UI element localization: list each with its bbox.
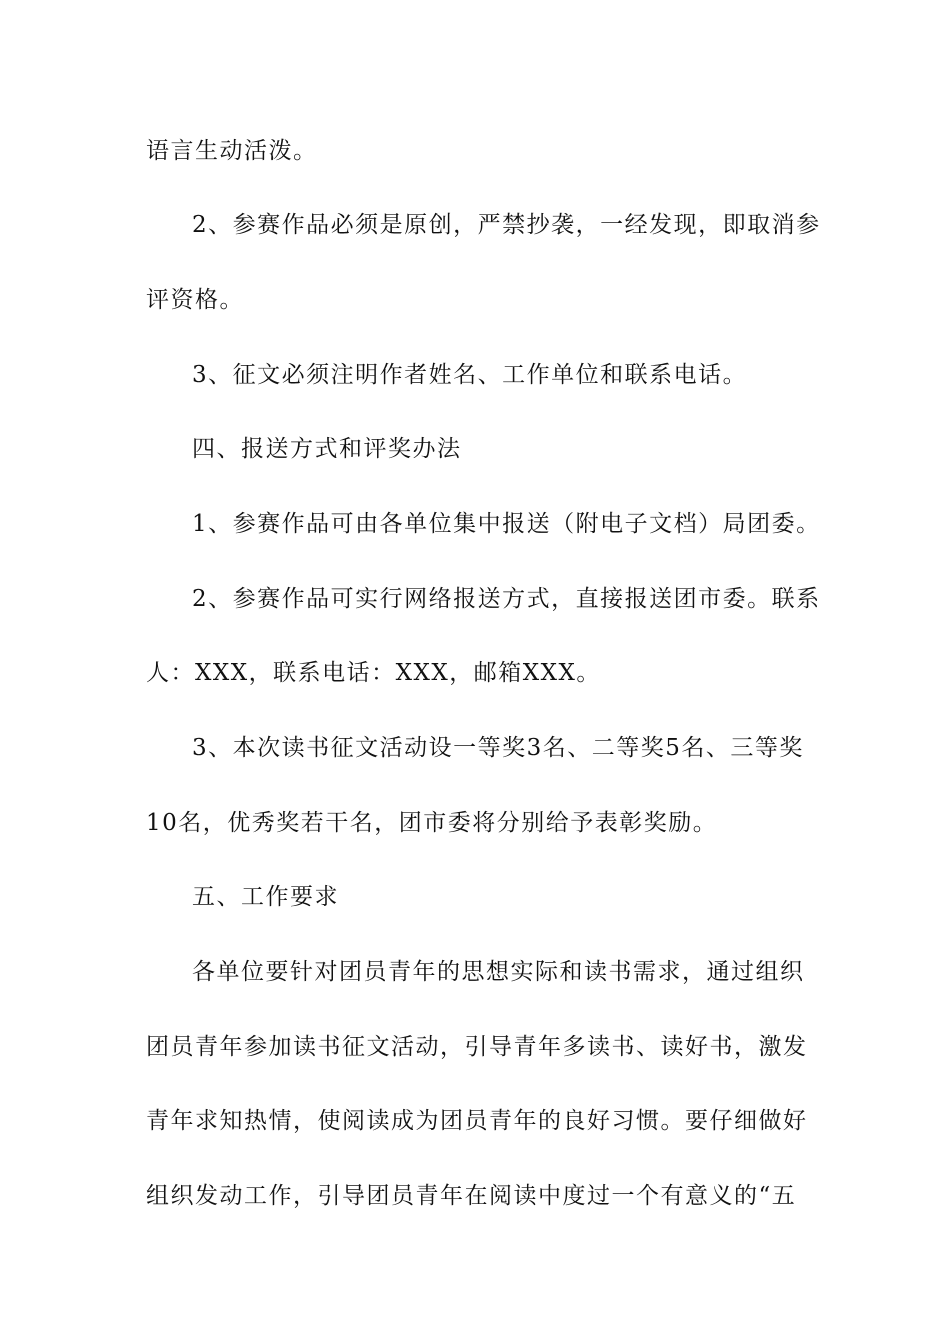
- paragraph-line: 1、参赛作品可由各单位集中报送（附电子文档）局团委。: [192, 511, 821, 537]
- paragraph-line: 3、本次读书征文活动设一等奖3名、二等奖5名、三等奖: [192, 735, 804, 761]
- paragraph-line: 10名，优秀奖若干名，团市委将分别给予表彰奖励。: [146, 810, 718, 836]
- section-heading: 四、报送方式和评奖办法: [192, 436, 462, 462]
- paragraph-line: 2、参赛作品必须是原创，严禁抄袭，一经发现，即取消参: [192, 212, 821, 238]
- paragraph-line: 人：XXX，联系电话：XXX，邮箱XXX。: [146, 660, 601, 686]
- paragraph-line: 团员青年参加读书征文活动，引导青年多读书、读好书，激发: [146, 1034, 808, 1060]
- paragraph-line: 3、征文必须注明作者姓名、工作单位和联系电话。: [192, 362, 748, 388]
- section-heading: 五、工作要求: [192, 884, 339, 910]
- paragraph-line: 青年求知热情，使阅读成为团员青年的良好习惯。要仔细做好: [146, 1108, 808, 1134]
- paragraph-line: 2、参赛作品可实行网络报送方式，直接报送团市委。联系: [192, 586, 821, 612]
- paragraph-line: 组织发动工作，引导团员青年在阅读中度过一个有意义的“五: [146, 1183, 797, 1209]
- paragraph-line: 语言生动活泼。: [146, 138, 318, 164]
- paragraph-line: 评资格。: [146, 287, 244, 313]
- paragraph-line: 各单位要针对团员青年的思想实际和读书需求，通过组织: [192, 959, 805, 985]
